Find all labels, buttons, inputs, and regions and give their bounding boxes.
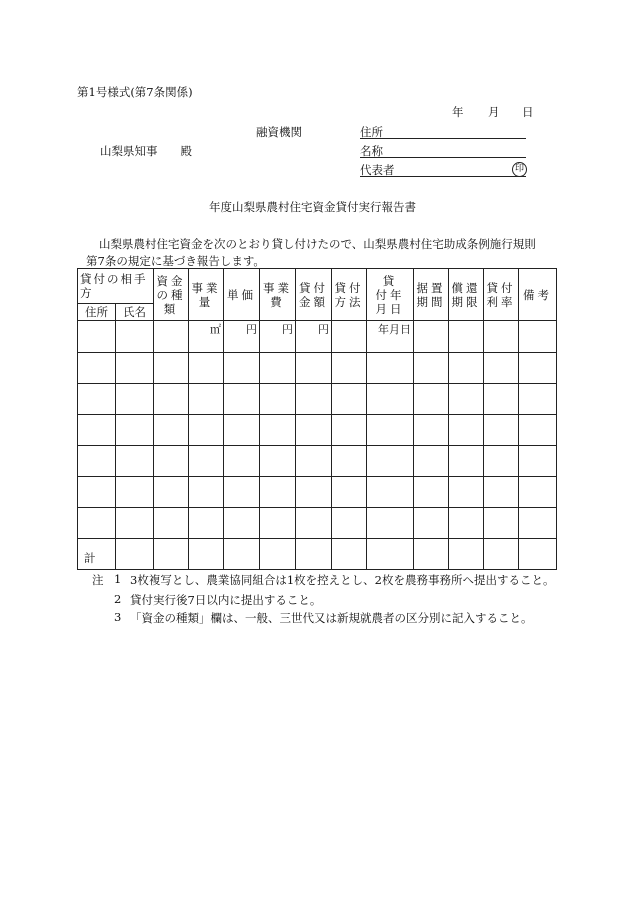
cell-total[interactable] [449,539,484,570]
name-underline [360,157,526,158]
cell-project-amount[interactable] [189,415,224,446]
cell-project-amount[interactable] [189,384,224,415]
cell-loan-date[interactable] [367,384,414,415]
cell-total[interactable] [519,539,557,570]
note-1-number: 1 [114,572,122,586]
header-borrower: 貸付の相手方 [78,269,154,304]
cell-address[interactable] [78,477,116,508]
cell-name[interactable] [116,415,154,446]
cell-unit-price[interactable] [224,477,260,508]
cell-remarks[interactable] [519,353,557,384]
addressee: 山梨県知事 殿 [100,144,192,158]
cell-project-cost[interactable] [260,321,296,353]
cell-name[interactable] [116,384,154,415]
cell-name[interactable] [116,321,154,353]
cell-project-cost[interactable] [260,508,296,539]
cell-unit-price[interactable] [224,415,260,446]
header-project-cost: 事業費 [260,269,296,321]
cell-fund-type[interactable] [154,446,189,477]
cell-grace-period[interactable] [414,415,449,446]
table-row [78,384,557,415]
cell-repayment-term[interactable] [449,508,484,539]
table-row [78,446,557,477]
cell-project-amount[interactable] [189,508,224,539]
cell-project-amount[interactable] [189,353,224,384]
cell-grace-period[interactable] [414,353,449,384]
cell-loan-amount[interactable] [296,508,332,539]
cell-project-cost[interactable] [260,446,296,477]
cell-grace-period[interactable] [414,477,449,508]
representative-label: 代表者 [360,163,395,177]
cell-total[interactable] [484,539,519,570]
address-label: 住所 [360,125,383,139]
header-unit-price: 単価 [224,269,260,321]
note-3-number: 3 [114,610,122,624]
cell-loan-date[interactable] [367,446,414,477]
cell-grace-period[interactable] [414,508,449,539]
cell-loan-date[interactable] [367,321,414,353]
cell-fund-type[interactable] [154,415,189,446]
cell-fund-type[interactable] [154,477,189,508]
cell-grace-period[interactable] [414,384,449,415]
cell-address[interactable] [78,353,116,384]
cell-total[interactable] [260,539,296,570]
cell-loan-amount[interactable] [296,384,332,415]
cell-total[interactable] [154,539,189,570]
cell-interest-rate[interactable] [484,353,519,384]
cell-project-cost[interactable] [260,384,296,415]
header-loan-method: 貸付方法 [332,269,367,321]
cell-total[interactable] [116,539,154,570]
table-row [78,477,557,508]
total-row [78,539,557,570]
cell-total[interactable] [224,539,260,570]
cell-loan-method[interactable] [332,384,367,415]
header-loan-date: 貸 付年月日 [367,269,414,321]
cell-grace-period[interactable] [414,321,449,353]
cell-loan-method[interactable] [332,321,367,353]
cell-fund-type[interactable] [154,353,189,384]
cell-repayment-term[interactable] [449,321,484,353]
cell-loan-method[interactable] [332,446,367,477]
cell-remarks[interactable] [519,415,557,446]
unit-yen: 円 [282,323,293,336]
body-line-2: 第7条の規定に基づき報告します。 [86,254,265,268]
cell-grace-period[interactable] [414,446,449,477]
cell-loan-amount[interactable] [296,321,332,353]
cell-remarks[interactable] [519,508,557,539]
cell-repayment-term[interactable] [449,446,484,477]
unit-square-meter: ㎡ [210,323,221,336]
cell-unit-price[interactable] [224,353,260,384]
cell-interest-rate[interactable] [484,415,519,446]
table-row [78,353,557,384]
cell-total[interactable] [189,539,224,570]
institution-label: 融資機関 [256,125,302,139]
cell-project-amount[interactable] [189,446,224,477]
cell-address[interactable] [78,384,116,415]
cell-interest-rate[interactable] [484,384,519,415]
cell-address[interactable] [78,415,116,446]
cell-name[interactable] [116,508,154,539]
header-loan-amount: 貸付金額 [296,269,332,321]
total-label: 計 [78,539,116,570]
note-2-text: 貸付実行後7日以内に提出すること。 [130,593,322,607]
cell-interest-rate[interactable] [484,446,519,477]
cell-total[interactable] [296,539,332,570]
cell-fund-type[interactable] [154,508,189,539]
cell-interest-rate[interactable] [484,508,519,539]
cell-project-cost[interactable] [260,415,296,446]
cell-unit-price[interactable] [224,384,260,415]
header-interest-rate: 貸付利率 [484,269,519,321]
cell-loan-amount[interactable] [296,477,332,508]
cell-loan-date[interactable] [367,508,414,539]
cell-address[interactable] [78,321,116,353]
cell-loan-date[interactable] [367,415,414,446]
cell-loan-amount[interactable] [296,446,332,477]
header-address: 住所 [78,304,116,321]
table-row [78,321,557,353]
loan-report-table [77,268,557,570]
cell-loan-method[interactable] [332,508,367,539]
cell-project-amount[interactable] [189,477,224,508]
cell-name[interactable] [116,446,154,477]
address-underline [360,138,526,139]
cell-interest-rate[interactable] [484,321,519,353]
cell-address[interactable] [78,446,116,477]
cell-name[interactable] [116,353,154,384]
note-2-number: 2 [114,592,122,606]
header-repayment-term: 償還期限 [449,269,484,321]
cell-loan-date[interactable] [367,477,414,508]
cell-fund-type[interactable] [154,384,189,415]
cell-repayment-term[interactable] [449,477,484,508]
cell-total[interactable] [367,539,414,570]
document-title: 年度山梨県農村住宅資金貸付実行報告書 [209,200,416,214]
cell-address[interactable] [78,508,116,539]
notes-label: 注 [92,573,104,587]
header-grace-period: 据置期間 [414,269,449,321]
table-row [78,415,557,446]
cell-unit-price[interactable] [224,508,260,539]
cell-remarks[interactable] [519,477,557,508]
unit-yen: 円 [246,323,257,336]
representative-underline [360,176,526,177]
cell-fund-type[interactable] [154,321,189,353]
cell-project-amount[interactable] [189,321,224,353]
table-row [78,508,557,539]
cell-repayment-term[interactable] [449,415,484,446]
cell-name[interactable] [116,477,154,508]
cell-project-cost[interactable] [260,353,296,384]
cell-loan-method[interactable] [332,415,367,446]
cell-remarks[interactable] [519,384,557,415]
name-label: 名称 [360,144,383,158]
form-number: 第1号様式(第7条関係) [77,85,193,99]
date-month-label: 月 [488,105,500,119]
header-name: 氏名 [116,304,154,321]
cell-total[interactable] [332,539,367,570]
date-year-label: 年 [452,105,464,119]
cell-total[interactable] [414,539,449,570]
body-line-1: 山梨県農村住宅資金を次のとおり貸し付けたので、山梨県農村住宅助成条例施行規則 [99,237,536,251]
cell-interest-rate[interactable] [484,477,519,508]
header-project-amount: 事業量 [189,269,224,321]
note-1-text: 3枚複写とし、農業協同組合は1枚を控えとし、2枚を農務事務所へ提出すること。 [130,573,555,587]
cell-loan-method[interactable] [332,353,367,384]
cell-loan-amount[interactable] [296,353,332,384]
note-3-text: 「資金の種類」欄は、一般、三世代又は新規就農者の区分別に記入すること。 [130,611,533,625]
cell-repayment-term[interactable] [449,384,484,415]
cell-unit-price[interactable] [224,446,260,477]
seal-mark: 印 [512,162,527,177]
date-day-label: 日 [522,105,534,119]
cell-loan-amount[interactable] [296,415,332,446]
cell-project-cost[interactable] [260,477,296,508]
cell-remarks[interactable] [519,321,557,353]
cell-repayment-term[interactable] [449,353,484,384]
header-remarks: 備考 [519,269,557,321]
cell-unit-price[interactable] [224,321,260,353]
header-fund-type: 資金の種類 [154,269,189,321]
cell-remarks[interactable] [519,446,557,477]
unit-yen: 円 [318,323,329,336]
cell-loan-method[interactable] [332,477,367,508]
unit-date: 年月日 [378,323,411,336]
cell-loan-date[interactable] [367,353,414,384]
